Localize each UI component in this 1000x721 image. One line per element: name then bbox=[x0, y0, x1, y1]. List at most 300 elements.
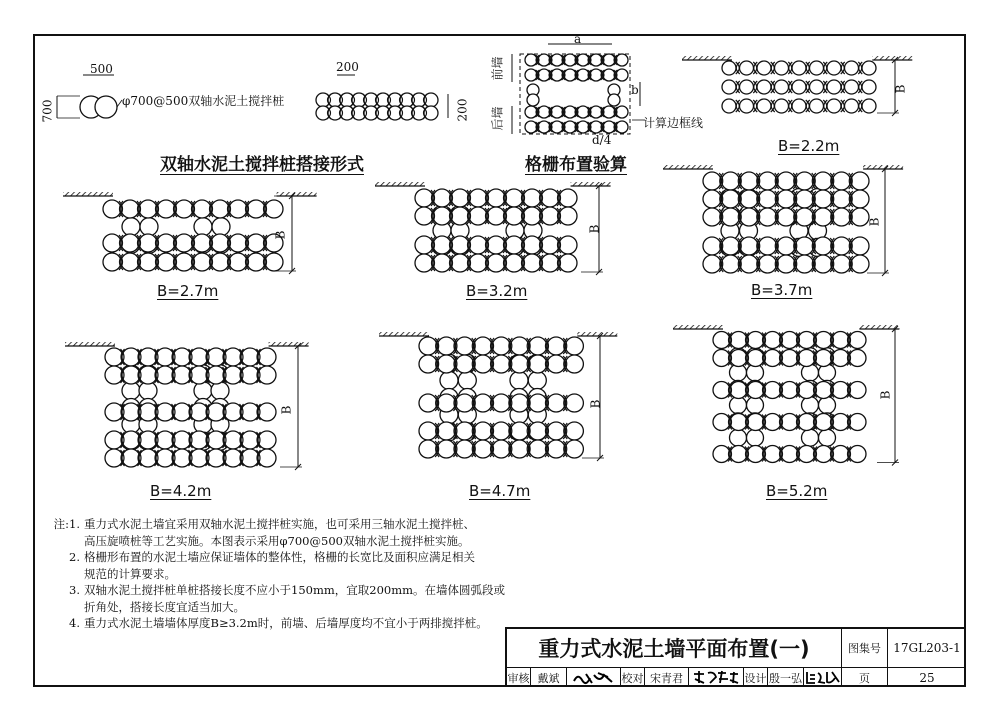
pile-circle bbox=[415, 254, 433, 272]
pile-circle bbox=[849, 446, 866, 463]
pile-circle bbox=[862, 80, 876, 94]
pile-overlap bbox=[858, 62, 862, 74]
pile-circle bbox=[862, 99, 876, 113]
pile-circle bbox=[469, 207, 487, 225]
pile-circle bbox=[757, 99, 771, 113]
pile-circle bbox=[207, 431, 225, 449]
pile-circle bbox=[492, 422, 510, 440]
pile-circle bbox=[207, 449, 225, 467]
pile-circle bbox=[777, 190, 795, 208]
pile-circle bbox=[551, 69, 563, 81]
pile-circle bbox=[775, 61, 789, 75]
pile-circle bbox=[451, 236, 469, 254]
pile-circle bbox=[511, 422, 529, 440]
pile-circle bbox=[207, 403, 225, 421]
pile-circle bbox=[777, 237, 795, 255]
pile-circle bbox=[845, 99, 859, 113]
pile-circle bbox=[525, 69, 537, 81]
front-wall-label: 前墙 bbox=[490, 56, 505, 81]
pile-circle bbox=[590, 106, 602, 118]
layout-5.2-partition-pile bbox=[802, 397, 819, 414]
pile-overlap bbox=[771, 62, 775, 74]
pile-circle bbox=[175, 234, 193, 252]
pile-circle bbox=[547, 440, 565, 458]
pile-circle bbox=[437, 337, 455, 355]
pile-circle bbox=[173, 449, 191, 467]
layout-4.7-partition-pile bbox=[458, 371, 476, 389]
check-name: 宋青君 bbox=[645, 668, 689, 687]
atlas-no-label: 图集号 bbox=[842, 629, 888, 668]
pile-circle bbox=[224, 403, 242, 421]
dim-B-3.7: B bbox=[867, 217, 882, 227]
pile-circle bbox=[175, 200, 193, 218]
layout-3.2-row-2 bbox=[415, 236, 577, 254]
note-2-line-2: 规范的计算要求。 bbox=[84, 566, 176, 581]
pile-circle bbox=[241, 366, 259, 384]
pile-circle bbox=[122, 366, 140, 384]
pile-circle bbox=[740, 190, 758, 208]
pile-circle bbox=[156, 366, 174, 384]
pile-circle bbox=[713, 332, 730, 349]
pile-circle bbox=[211, 253, 229, 271]
dim-d4: d/4 bbox=[592, 133, 612, 147]
layout-5.2-partition-pile bbox=[747, 397, 764, 414]
layout-label-3.7: B=3.7m bbox=[751, 281, 813, 299]
pile-circle bbox=[511, 355, 529, 373]
pile-circle bbox=[523, 189, 541, 207]
dim-B-4.2: B bbox=[279, 405, 294, 415]
layout-label-2.2: B=2.2m bbox=[778, 137, 840, 155]
pile-circle bbox=[740, 208, 758, 226]
pile-overlap bbox=[806, 81, 810, 93]
pile-circle bbox=[722, 172, 740, 190]
pile-circle bbox=[229, 253, 247, 271]
pile-circle bbox=[740, 61, 754, 75]
pile-circle bbox=[781, 350, 798, 367]
pile-circle bbox=[437, 355, 455, 373]
dim-B-5.2: B bbox=[878, 390, 893, 400]
pile-circle bbox=[559, 207, 577, 225]
pile-circle bbox=[722, 208, 740, 226]
pile-circle bbox=[474, 440, 492, 458]
pile-circle bbox=[757, 61, 771, 75]
pile-circle bbox=[810, 61, 824, 75]
pile-circle bbox=[122, 431, 140, 449]
dim-200-side: 200 bbox=[455, 98, 470, 122]
dim-B-3.2: B bbox=[587, 224, 602, 234]
pile-circle bbox=[577, 121, 589, 133]
pile-circle bbox=[207, 348, 225, 366]
layout-2.7-partition-pile bbox=[194, 218, 212, 236]
layout-label-2.7: B=2.7m bbox=[157, 282, 219, 300]
pile-circle bbox=[740, 237, 758, 255]
pile-circle bbox=[229, 200, 247, 218]
pile-circle bbox=[796, 208, 814, 226]
review-signature bbox=[567, 668, 621, 687]
layout-4.2-row-2 bbox=[105, 403, 276, 421]
layout-3.7-row-2 bbox=[703, 208, 869, 226]
pile-circle bbox=[241, 348, 259, 366]
pile-circle bbox=[851, 255, 869, 273]
pile-circle bbox=[722, 99, 736, 113]
pile-circle bbox=[603, 54, 615, 66]
pile-circle bbox=[827, 99, 841, 113]
pile-circle bbox=[777, 208, 795, 226]
pile-circle bbox=[832, 332, 849, 349]
pile-circle bbox=[505, 254, 523, 272]
review-signature-mark bbox=[572, 671, 616, 685]
pile-circle bbox=[469, 254, 487, 272]
pile-circle bbox=[577, 54, 589, 66]
pile-circle bbox=[815, 414, 832, 431]
pile-circle bbox=[759, 172, 777, 190]
pile-circle bbox=[247, 253, 265, 271]
pile-circle bbox=[616, 121, 628, 133]
pile-circle bbox=[103, 253, 121, 271]
layout-5.2-partition-pile bbox=[819, 397, 836, 414]
notes-prefix: 注: bbox=[53, 517, 70, 531]
pile-circle bbox=[224, 431, 242, 449]
pile-circle bbox=[551, 106, 563, 118]
pile-circle bbox=[525, 106, 537, 118]
pile-circle bbox=[730, 414, 747, 431]
pile-circle bbox=[265, 253, 283, 271]
pile-circle bbox=[103, 234, 121, 252]
pile-circle bbox=[437, 394, 455, 412]
grid-check-row-1 bbox=[525, 54, 628, 66]
layout-5.2-row-1 bbox=[713, 350, 866, 367]
pile-circle bbox=[241, 431, 259, 449]
note-3-line-1: 双轴水泥土搅拌桩单桩搭接长度不应小于150mm，宜取200mm。在墙体圆弧段或 bbox=[84, 583, 506, 597]
pile-circle bbox=[541, 236, 559, 254]
pile-circle bbox=[529, 440, 547, 458]
pile-circle bbox=[258, 449, 276, 467]
pile-circle bbox=[415, 236, 433, 254]
pile-circle bbox=[851, 172, 869, 190]
pile-overlap bbox=[736, 62, 740, 74]
layout-4.7-row-3 bbox=[419, 422, 583, 440]
pile-circle bbox=[419, 337, 437, 355]
pile-circle bbox=[190, 403, 208, 421]
pile-circle bbox=[796, 172, 814, 190]
pile-circle bbox=[730, 446, 747, 463]
detail-row-top bbox=[316, 93, 438, 107]
pile-circle bbox=[796, 255, 814, 273]
pile-circle bbox=[139, 449, 157, 467]
pile-circle bbox=[456, 337, 474, 355]
detail-row-bottom bbox=[316, 106, 438, 120]
note-1-num: 1. bbox=[69, 517, 80, 531]
pile-circle bbox=[833, 255, 851, 273]
back-wall-label: 后墙 bbox=[490, 106, 505, 131]
pile-circle bbox=[775, 99, 789, 113]
layout-5.2-partition-pile bbox=[819, 429, 836, 446]
pile-circle bbox=[525, 54, 537, 66]
pile-circle bbox=[564, 54, 576, 66]
pile-circle bbox=[511, 337, 529, 355]
dim-500: 500 bbox=[90, 62, 113, 76]
pile-circle bbox=[564, 106, 576, 118]
pile-circle bbox=[764, 414, 781, 431]
pile-circle bbox=[525, 121, 537, 133]
layout-2.7-row-2 bbox=[103, 253, 283, 271]
pile-circle bbox=[487, 254, 505, 272]
pile-circle bbox=[565, 337, 583, 355]
pile-overlap bbox=[736, 100, 740, 112]
layout-2.2-row-0 bbox=[722, 61, 876, 75]
pile-circle bbox=[241, 449, 259, 467]
pile-circle bbox=[541, 189, 559, 207]
pile-overlap bbox=[841, 81, 845, 93]
pile-circle bbox=[469, 189, 487, 207]
pile-circle bbox=[433, 189, 451, 207]
pile-circle bbox=[139, 253, 157, 271]
pile-circle bbox=[229, 234, 247, 252]
pile-circle bbox=[564, 69, 576, 81]
pile-circle bbox=[559, 189, 577, 207]
pile-circle bbox=[845, 61, 859, 75]
pile-circle bbox=[747, 446, 764, 463]
pile-circle bbox=[492, 394, 510, 412]
pile-circle bbox=[529, 355, 547, 373]
pile-circle bbox=[559, 236, 577, 254]
dim-a: a bbox=[574, 32, 582, 46]
pile-circle bbox=[538, 69, 550, 81]
pile-circle bbox=[122, 449, 140, 467]
pile-circle bbox=[122, 403, 140, 421]
pile-circle bbox=[590, 69, 602, 81]
layout-3.7-row-1 bbox=[703, 190, 869, 208]
pile-circle bbox=[474, 394, 492, 412]
pile-circle bbox=[713, 350, 730, 367]
pile-circle bbox=[713, 414, 730, 431]
pile-circle bbox=[529, 422, 547, 440]
dim-B-2.2: B bbox=[893, 84, 908, 94]
layout-label-4.2: B=4.2m bbox=[150, 482, 212, 500]
pile-circle bbox=[747, 414, 764, 431]
pile-circle bbox=[121, 234, 139, 252]
pile-circle bbox=[547, 394, 565, 412]
pile-circle bbox=[121, 253, 139, 271]
pile-circle bbox=[827, 61, 841, 75]
design-signature-mark bbox=[805, 670, 841, 685]
pile-overlap bbox=[753, 62, 757, 74]
pile-circle bbox=[740, 80, 754, 94]
pile-circle bbox=[781, 446, 798, 463]
pile-circle bbox=[419, 394, 437, 412]
pile-circle bbox=[529, 337, 547, 355]
dim-B-4.7: B bbox=[588, 399, 603, 409]
pile-circle bbox=[764, 382, 781, 399]
pile-circle bbox=[433, 236, 451, 254]
title-block bbox=[505, 627, 966, 687]
pile-circle bbox=[241, 403, 259, 421]
pile-circle bbox=[603, 106, 615, 118]
pile-circle bbox=[511, 394, 529, 412]
pile-overlap bbox=[823, 100, 827, 112]
pile-circle bbox=[849, 332, 866, 349]
pile-circle bbox=[565, 394, 583, 412]
pile-overlap bbox=[771, 100, 775, 112]
pile-circle bbox=[538, 106, 550, 118]
pile-circle bbox=[451, 207, 469, 225]
pile-circle bbox=[547, 337, 565, 355]
layout-3.2-row-3 bbox=[415, 254, 577, 272]
pile-circle bbox=[747, 350, 764, 367]
layout-5.2-row-0 bbox=[713, 332, 866, 349]
note-4-num: 4. bbox=[69, 616, 80, 630]
pile-circle bbox=[616, 69, 628, 81]
note-3-line-2: 折角处，搭接长度宜适当加大。 bbox=[84, 599, 245, 614]
note-3-num: 3. bbox=[69, 583, 80, 597]
pile-circle bbox=[722, 237, 740, 255]
pile-circle bbox=[577, 69, 589, 81]
check-signature-mark bbox=[692, 670, 740, 685]
pile-circle bbox=[775, 80, 789, 94]
pile-circle bbox=[415, 207, 433, 225]
pile-circle bbox=[832, 414, 849, 431]
pile-circle bbox=[796, 190, 814, 208]
pile-circle bbox=[603, 121, 615, 133]
boundary-line-label: 计算边框线 bbox=[643, 116, 704, 130]
pile-overlap bbox=[753, 81, 757, 93]
pile-circle bbox=[810, 80, 824, 94]
pile-circle bbox=[565, 355, 583, 373]
pile-circle bbox=[139, 234, 157, 252]
pile-circle bbox=[849, 350, 866, 367]
pile-circle bbox=[814, 208, 832, 226]
pile-circle bbox=[474, 337, 492, 355]
pile-circle bbox=[851, 237, 869, 255]
layout-2.7-row-0 bbox=[103, 200, 283, 218]
pile-circle bbox=[798, 446, 815, 463]
pile-circle bbox=[590, 54, 602, 66]
layout-3.2-row-1 bbox=[415, 207, 577, 225]
pile-circle bbox=[703, 255, 721, 273]
pile-circle bbox=[757, 80, 771, 94]
pile-circle bbox=[759, 190, 777, 208]
pile-circle bbox=[777, 172, 795, 190]
pile-circle bbox=[851, 190, 869, 208]
pile-circle bbox=[616, 106, 628, 118]
pile-circle bbox=[451, 254, 469, 272]
pile-circle bbox=[224, 366, 242, 384]
pile-circle bbox=[156, 403, 174, 421]
pile-circle bbox=[722, 190, 740, 208]
layout-4.2-row-4 bbox=[105, 449, 276, 467]
pile-circle bbox=[565, 422, 583, 440]
pile-circle bbox=[190, 366, 208, 384]
pile-circle bbox=[814, 172, 832, 190]
pile-circle bbox=[759, 208, 777, 226]
design-name: 殷一弘 bbox=[768, 668, 804, 687]
pile-circle bbox=[419, 422, 437, 440]
pile-overlap bbox=[736, 81, 740, 93]
pile-overlap bbox=[771, 81, 775, 93]
layout-label-4.7: B=4.7m bbox=[469, 482, 531, 500]
pile-circle bbox=[415, 189, 433, 207]
pile-circle bbox=[523, 254, 541, 272]
note-1-prefix bbox=[40, 516, 84, 533]
layout-2.7-partition-pile bbox=[122, 218, 140, 236]
pile-circle bbox=[851, 208, 869, 226]
pile-circle bbox=[810, 99, 824, 113]
pile-circle bbox=[139, 431, 157, 449]
pile-circle bbox=[814, 255, 832, 273]
pile-circle bbox=[703, 190, 721, 208]
grid-check-row-3 bbox=[525, 106, 628, 118]
layout-2.2-row-2 bbox=[722, 99, 876, 113]
pile-circle bbox=[703, 208, 721, 226]
pile-circle bbox=[764, 350, 781, 367]
pile-circle bbox=[703, 237, 721, 255]
pile-circle bbox=[207, 366, 225, 384]
pile-circle bbox=[616, 54, 628, 66]
notes-block bbox=[40, 516, 510, 632]
pile-circle bbox=[559, 254, 577, 272]
layout-4.7-row-1 bbox=[419, 355, 583, 373]
layout-3.7-row-0 bbox=[703, 172, 869, 190]
pile-circle bbox=[139, 348, 157, 366]
layout-2.7-row-1 bbox=[103, 234, 283, 252]
layout-4.7-row-2 bbox=[419, 394, 583, 412]
pile-circle bbox=[747, 332, 764, 349]
pile-circle bbox=[798, 414, 815, 431]
grid-check-row-2 bbox=[525, 69, 628, 81]
pile-circle bbox=[798, 350, 815, 367]
pile-circle bbox=[815, 350, 832, 367]
pile-overlap bbox=[823, 62, 827, 74]
layout-5.2-partition-pile bbox=[802, 429, 819, 446]
pile-circle bbox=[173, 431, 191, 449]
pile-circle bbox=[175, 253, 193, 271]
dim-B-2.7: B bbox=[273, 230, 288, 240]
layout-4.2-row-1 bbox=[105, 366, 276, 384]
dim-700: 700 bbox=[40, 99, 55, 123]
pile-circle bbox=[456, 394, 474, 412]
pile-circle bbox=[722, 61, 736, 75]
pile-overlap bbox=[788, 81, 792, 93]
layout-3.7-row-3 bbox=[703, 237, 869, 255]
pile-circle bbox=[433, 207, 451, 225]
layout-2.7-partition-pile bbox=[212, 218, 230, 236]
pile-circle bbox=[419, 440, 437, 458]
pile-circle bbox=[487, 236, 505, 254]
pile-overlap bbox=[841, 62, 845, 74]
pile-circle bbox=[121, 200, 139, 218]
pile-circle bbox=[265, 200, 283, 218]
pile-circle bbox=[798, 382, 815, 399]
pile-circle bbox=[211, 234, 229, 252]
pile-circle bbox=[538, 54, 550, 66]
pile-overlap bbox=[753, 100, 757, 112]
pile-circle bbox=[815, 382, 832, 399]
pile-circle bbox=[781, 382, 798, 399]
pile-circle bbox=[456, 422, 474, 440]
pile-circle bbox=[105, 431, 123, 449]
pile-circle bbox=[190, 449, 208, 467]
layout-2.7-partition-pile bbox=[140, 218, 158, 236]
pile-circle bbox=[849, 382, 866, 399]
check-signature bbox=[689, 668, 744, 687]
layout-3.2-row-0 bbox=[415, 189, 577, 207]
pile-circle bbox=[247, 234, 265, 252]
pile-circle bbox=[796, 237, 814, 255]
note-4-line-1: 重力式水泥土墙墙体厚度B≥3.2m时，前墙、后墙厚度均不宜小于两排搅拌桩。 bbox=[84, 616, 488, 630]
pile-circle bbox=[156, 449, 174, 467]
pile-circle bbox=[722, 255, 740, 273]
pile-circle bbox=[505, 189, 523, 207]
